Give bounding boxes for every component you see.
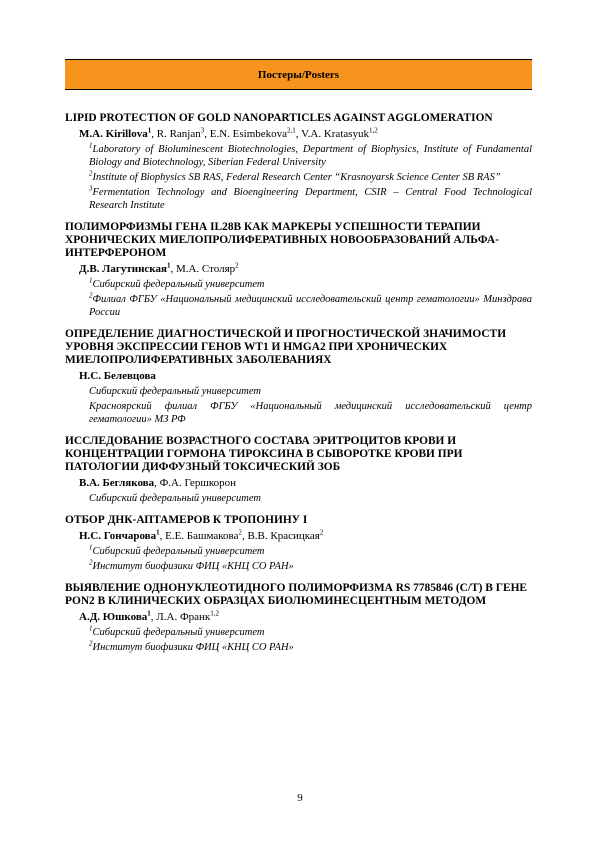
abstract-entry bbox=[65, 221, 532, 319]
affiliation-mark: 2 bbox=[89, 291, 93, 300]
author-name: Ф.А. Гершкорон bbox=[159, 477, 237, 489]
affiliation-text: Laboratory of Bioluminescent Biotechnologies, Department of Biophysics, Institute of Fundamental Biology and Biotechnology, Siberian Federal University bbox=[89, 144, 532, 168]
affiliation-mark: 1 bbox=[89, 624, 93, 633]
author-list: Н.С. Гончарова$^1$, Е.Е. Башмакова$^2$, В.В. Красицкая$^2$ bbox=[79, 528, 324, 542]
presenting-author: Д.В. Лагутинская bbox=[79, 263, 167, 275]
affiliation-text: Institute of Biophysics SB RAS, Federal Research Center “Krasnoyarsk Science Center SB RAS” bbox=[92, 172, 501, 183]
author-list: Д.В. Лагутинская$^1$, М.А. Столяр$^2$ bbox=[79, 261, 239, 275]
presenting-author: Н.С. Гончарова bbox=[79, 530, 157, 542]
abstract-entry bbox=[65, 514, 532, 573]
abstract-entry bbox=[65, 328, 532, 426]
page-number: 9 bbox=[297, 792, 303, 804]
affiliation-text: Сибирский федеральный университет bbox=[92, 279, 265, 290]
author-affiliation-mark: 1 bbox=[166, 261, 171, 270]
affiliation-mark: 2 bbox=[89, 558, 93, 567]
affiliation-text: Сибирский федеральный университет bbox=[89, 493, 261, 504]
presenting-author: В.А. Беглякова bbox=[79, 477, 155, 489]
author-affiliation-mark: 1 bbox=[147, 126, 152, 135]
abstract-entry bbox=[65, 582, 532, 654]
affiliation-mark: 3 bbox=[89, 184, 93, 193]
abstract-title: ПОЛИМОРФИЗМЫ ГЕНА IL28B КАК МАРКЕРЫ УСПЕШНОСТИ ТЕРАПИИ ХРОНИЧЕСКИХ МИЕЛОПРОЛИФЕРАТИВНЫХ НОВООБРАЗОВАНИЙ АЛЬФА-ИНТЕРФЕРОНОМ bbox=[65, 221, 499, 259]
affiliation bbox=[65, 545, 532, 558]
abstract-title: ВЫЯВЛЕНИЕ ОДНОНУКЛЕОТИДНОГО ПОЛИМОРФИЗМА RS 7785846 (C/T) В ГЕНЕ PON2 В КЛИНИЧЕСКИХ ОБРАЗЦАХ БИОЛЮМИНЕСЦЕНТНЫМ МЕТОДОМ bbox=[65, 582, 528, 607]
author-affiliation-mark: 3 bbox=[200, 126, 205, 135]
affiliation-text: Филиал ФГБУ «Национальный медицинский исследовательский центр гематологии» Минздрава России bbox=[89, 294, 532, 318]
affiliation bbox=[65, 626, 532, 639]
abstracts-list bbox=[65, 112, 532, 663]
affiliation bbox=[65, 186, 532, 212]
author-name: В.В. Красицкая bbox=[247, 530, 320, 542]
author-list: А.Д. Юшкова$^1$, Л.А. Франк$^{1,2}$ bbox=[79, 609, 220, 623]
affiliation-mark: 1 bbox=[89, 141, 93, 150]
affiliation bbox=[65, 385, 532, 398]
affiliation-text: Институт биофизики ФИЦ «КНЦ СО РАН» bbox=[92, 642, 294, 653]
author-affiliation-mark: 2 bbox=[238, 528, 242, 537]
affiliation-text: Сибирский федеральный университет bbox=[92, 627, 265, 638]
abstract-title: LIPID PROTECTION OF GOLD NANOPARTICLES AGAINST AGGLOMERATION bbox=[65, 112, 493, 124]
author-name: Е.Е. Башмакова bbox=[165, 530, 239, 542]
author-affiliation-mark: 2 bbox=[319, 528, 324, 537]
abstract-entry bbox=[65, 435, 532, 505]
author-name: V.A. Kratasyuk bbox=[301, 128, 370, 140]
author-name: E.N. Esimbekova bbox=[209, 128, 288, 140]
section-header-label: Постеры/Posters bbox=[257, 68, 340, 81]
author-list: В.А. Беглякова, Ф.А. Гершкорон bbox=[79, 477, 237, 489]
author-affiliation-mark: 1 bbox=[147, 609, 151, 618]
affiliation bbox=[65, 400, 532, 426]
affiliation bbox=[65, 560, 532, 573]
author-name: R. Ranjan bbox=[156, 128, 201, 140]
author-affiliation-mark: 1,2 bbox=[210, 609, 220, 618]
affiliation bbox=[65, 278, 532, 291]
affiliation-mark: 2 bbox=[89, 639, 93, 648]
affiliation-text: Сибирский федеральный университет bbox=[89, 386, 261, 397]
affiliation bbox=[65, 143, 532, 169]
author-affiliation-mark: 2,1 bbox=[287, 126, 296, 135]
affiliation-mark: 2 bbox=[89, 169, 93, 178]
author-affiliation-mark: 1,2 bbox=[369, 126, 378, 135]
affiliation-text: Fermentation Technology and Bioengineering Department, CSIR – Central Food Technological Research Institute bbox=[89, 187, 532, 211]
section-header-banner bbox=[65, 59, 532, 90]
abstract-title: ОТБОР ДНК-АПТАМЕРОВ К ТРОПОНИНУ I bbox=[65, 514, 308, 526]
affiliation-text: Красноярский филиал ФГБУ «Национальный медицинский исследовательский центр гематологии» МЗ РФ bbox=[89, 401, 532, 425]
affiliation-mark: 1 bbox=[89, 276, 93, 285]
author-affiliation-mark: 2 bbox=[235, 261, 239, 270]
presenting-author: А.Д. Юшкова bbox=[79, 611, 148, 623]
affiliation-mark: 1 bbox=[89, 543, 93, 552]
affiliation bbox=[65, 641, 532, 654]
author-list bbox=[65, 369, 532, 383]
affiliation-text: Институт биофизики ФИЦ «КНЦ СО РАН» bbox=[92, 561, 294, 572]
presenting-author: M.A. Kirillova bbox=[79, 128, 148, 140]
abstract-title: ИССЛЕДОВАНИЕ ВОЗРАСТНОГО СОСТАВА ЭРИТРОЦИТОВ КРОВИ И КОНЦЕНТРАЦИИ ГОРМОНА ТИРОКСИНА В СЫВОРОТКЕ КРОВИ ПРИ ПАТОЛОГИИ ДИФФУЗНЫЙ ТОКСИЧЕСКИЙ ЗОБ bbox=[65, 435, 463, 473]
affiliation-text: Сибирский федеральный университет bbox=[92, 546, 265, 557]
author-name: Л.А. Франк bbox=[156, 611, 211, 623]
affiliation bbox=[65, 171, 532, 184]
author-list: M.A. Kirillova$^1$, R. Ranjan$^3$, E.N. Esimbekova$^{2,1}$, V.A. Kratasyuk$^{1,2}$ bbox=[79, 126, 378, 140]
author-name: М.А. Столяр bbox=[175, 263, 236, 275]
author-affiliation-mark: 1 bbox=[156, 528, 160, 537]
abstract-title: ОПРЕДЕЛЕНИЕ ДИАГНОСТИЧЕСКОЙ И ПРОГНОСТИЧЕСКОЙ ЗНАЧИМОСТИ УРОВНЯ ЭКСПРЕССИИ ГЕНОВ WT1 И HMGA2 ПРИ ХРОНИЧЕСКИХ МИЕЛОПРОЛИФЕРАТИВНЫХ ЗАБОЛЕВАНИЯХ bbox=[65, 328, 507, 366]
affiliation bbox=[65, 492, 532, 505]
abstract-entry bbox=[65, 112, 532, 212]
presenting-author: Н.С. Белевцова bbox=[79, 370, 156, 382]
affiliation bbox=[65, 293, 532, 319]
